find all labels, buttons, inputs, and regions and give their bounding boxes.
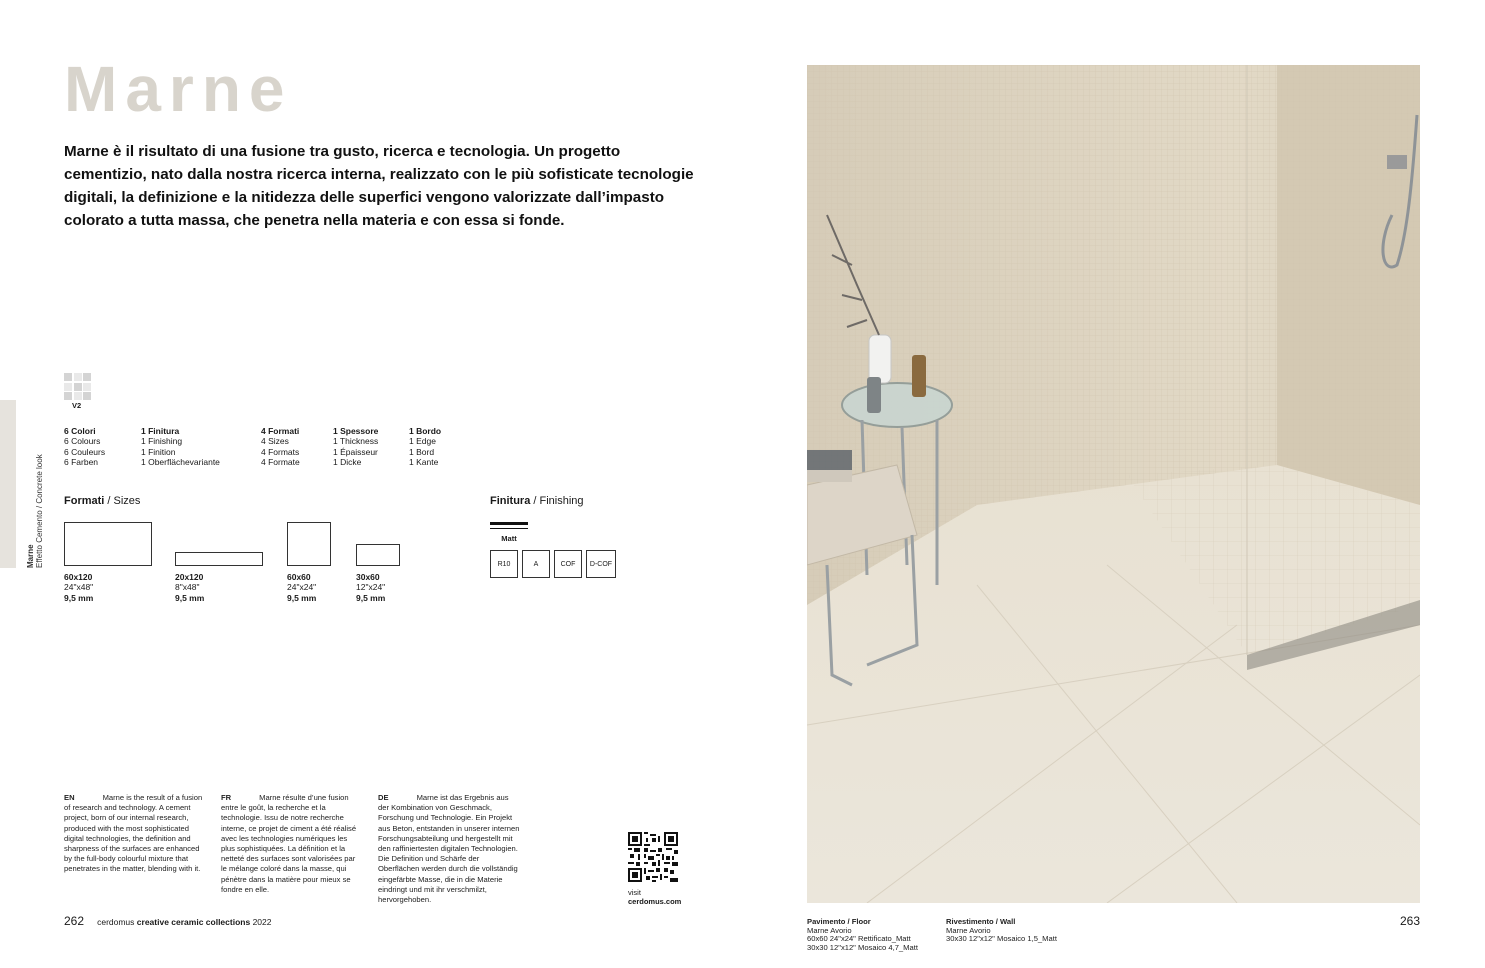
matt-swatch-bar (490, 522, 528, 525)
finishing-heading: Finitura / Finishing (490, 495, 584, 507)
description-en: EN Marne is the result of a fusion of research and technology. A cement project, born of our internal research, produced with the most sophisticated digital technologies, the definition and sharpness of the surfaces are enhanced by the full-body colourful mixture that penetrates in the matter, blending with it. (64, 793, 203, 874)
size-label-30x60: 30x60 12"x24" 9,5 mm (356, 572, 386, 603)
size-swatch-60x60 (287, 522, 331, 566)
size-label-60x60: 60x60 24"x24" 9,5 mm (287, 572, 317, 603)
spec-thickness: 1 Spessore 1 Thickness 1 Épaisseur 1 Dicke (333, 426, 379, 468)
size-swatch-60x120 (64, 522, 152, 566)
size-label-60x120: 60x120 24"x48" 9,5 mm (64, 572, 94, 603)
size-label-20x120: 20x120 8"x48" 9,5 mm (175, 572, 205, 603)
spec-sizes: 4 Formati 4 Sizes 4 Formats 4 Formate (261, 426, 300, 468)
matt-label: Matt (501, 534, 517, 543)
spec-colors: 6 Colori 6 Colours 6 Couleurs 6 Farben (64, 426, 106, 468)
intro-paragraph: Marne è il risultato di una fusione tra gusto, ricerca e tecnologia. Un progetto cementizio, nato dalla nostra ricerca interna, realizzato con le più sofisticate tecnologie digitali, la definizione e la nitidezza delle superfici vengono valorizzate dall’impasto colorato a tutta massa, che penetra nella materia e con essa si fonde. (64, 143, 694, 229)
bathroom-photo (807, 65, 1420, 903)
spec-finishing: 1 Finitura 1 Finishing 1 Finition 1 Oberflächevariante (141, 426, 220, 468)
finish-code-a: A (522, 550, 550, 578)
sidebar-label (26, 454, 44, 568)
formats-heading: Formati / Sizes (64, 495, 141, 507)
caption-floor: Pavimento / Floor Marne Avorio 60x60 24"x24" Rettificato_Matt 30x30 12"x12" Mosaico 4,7_Matt (807, 917, 918, 952)
spec-edge: 1 Bordo 1 Edge 1 Bord 1 Kante (409, 426, 442, 468)
size-swatch-30x60 (356, 544, 400, 566)
page-title: Marne (64, 53, 293, 125)
sidebar-subtitle: Effetto Cemento / Concrete look (35, 454, 44, 568)
page-number-right: 263 (1400, 914, 1421, 928)
matt-swatch-line (490, 528, 528, 529)
sidebar-collection-name: Marne (26, 544, 35, 568)
visit-url[interactable]: cerdomus.com (628, 897, 682, 906)
visit-link[interactable] (628, 888, 681, 906)
sidebar-accent-bar (0, 400, 16, 568)
caption-wall: Rivestimento / Wall Marne Avorio 30x30 12"x12" Mosaico 1,5_Matt (946, 917, 1057, 944)
footer-left (64, 914, 272, 928)
footer-brand: cerdomus creative ceramic collections 2022 (97, 917, 272, 927)
finish-code-cof: COF (554, 550, 582, 578)
description-fr: FR Marne résulte d’une fusion entre le goût, la recherche et la technologie. Issu de notre recherche interne, ce projet de ciment a été réalisé avec les technologies numériques les plus sophistiquées. La définition et la netteté des surfaces sont valorisées par le mélange coloré dans la masse, qui pénètre dans la matière pour mieux se fondre en elle. (221, 793, 357, 894)
variation-icon (64, 373, 91, 400)
finish-code-r10: R10 (490, 550, 518, 578)
page-number-left: 262 (64, 914, 85, 928)
variation-label: V2 (72, 401, 82, 410)
visit-label: visit (628, 888, 641, 897)
description-de: DE Marne ist das Ergebnis aus der Kombination von Geschmack, Forschung und Technologie. Ein Projekt aus Beton, entstanden in unserer internen Forschungsabteilung und hergestellt mit den raffiniertesten digitalen Technologien. Die Definition und Schärfe der Oberflächen werden durch die vollständig eingefärbte Masse, die in die Materie eindringt und mit ihr verschmilzt, hervorgehoben. (378, 793, 520, 905)
finish-code-dcof: D-COF (586, 550, 616, 578)
size-swatch-20x120 (175, 552, 263, 566)
qr-code-icon[interactable] (628, 832, 678, 882)
